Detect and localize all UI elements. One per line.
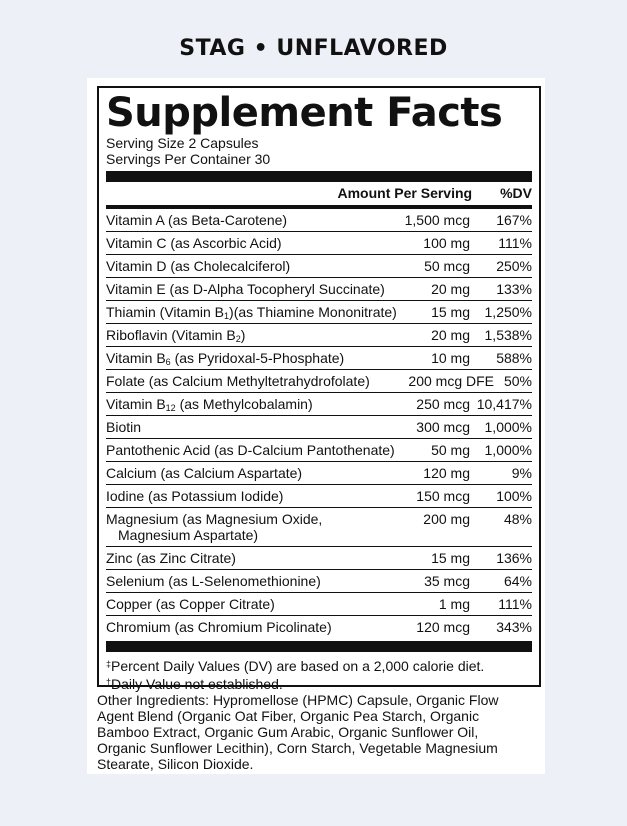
nutrient-name: Pantothenic Acid (as D-Calcium Pantothenate) <box>106 442 395 458</box>
nutrient-amount: 1 mg <box>438 596 470 612</box>
nutrient-dv: 48% <box>503 511 532 527</box>
nutrient-amount: 150 mcg <box>416 488 470 504</box>
nutrient-name: Vitamin $B_{12}$ (as Methylcobalamin) <box>106 396 313 413</box>
nutrient-row <box>106 347 532 370</box>
nutrient-amount: 120 mg <box>423 465 470 481</box>
nutrient-name: Iodine (as Potassium Iodide) <box>106 488 284 504</box>
nutrient-amount: 20 mg <box>431 327 470 343</box>
footnote-dv: ‡Percent Daily Values (DV) are based on a 2,000 calorie diet. <box>106 658 485 674</box>
nutrient-row <box>106 209 532 232</box>
dv-column-label: %DV <box>500 185 532 201</box>
nutrient-row <box>106 370 532 393</box>
product-header: STAG • UNFLAVORED <box>179 36 448 61</box>
nutrient-amount: 50 mcg <box>424 258 470 274</box>
nutrient-row <box>106 416 532 439</box>
nutrient-dv: 50% <box>503 373 532 389</box>
nutrient-row <box>106 324 532 347</box>
nutrient-amount: 120 mcg <box>416 619 470 635</box>
nutrient-name: Vitamin A (as Beta-Carotene) <box>106 212 288 228</box>
nutrient-amount: 35 mcg <box>424 573 470 589</box>
serving-size: Serving Size 2 Capsules <box>106 135 259 151</box>
servings-per-container: Servings Per Container 30 <box>106 151 271 167</box>
nutrient-dv: 111% <box>498 235 532 251</box>
nutrient-dv: 1,538% <box>484 327 532 343</box>
nutrient-amount: 1,500 mcg <box>404 212 470 228</box>
nutrient-dv: 136% <box>496 550 532 566</box>
nutrient-name: Folate (as Calcium Methyltetrahydrofolate) <box>106 373 370 389</box>
nutrient-row <box>106 255 532 278</box>
nutrient-dv: 64% <box>503 573 532 589</box>
nutrient-amount: 20 mg <box>431 281 470 297</box>
nutrient-amount: 300 mcg <box>416 419 470 435</box>
nutrient-row <box>106 232 532 255</box>
nutrient-dv: 100% <box>496 488 532 504</box>
nutrient-row <box>106 278 532 301</box>
nutrient-name: Zinc (as Zinc Citrate) <box>106 550 236 566</box>
nutrient-name: Selenium (as L-Selenomethionine) <box>106 573 321 589</box>
nutrient-dv: 10,417% <box>476 396 532 412</box>
nutrient-name: Biotin <box>106 419 142 435</box>
nutrient-name: Vitamin $B_6$ (as Pyridoxal-5-Phosphate) <box>106 350 345 367</box>
nutrient-amount: 200 mcg DFE <box>408 373 494 389</box>
nutrient-dv: 588% <box>496 350 532 366</box>
nutrient-row <box>106 508 532 547</box>
thick-divider-bottom <box>106 641 532 652</box>
nutrient-dv: 1,000% <box>484 419 532 435</box>
nutrient-amount: 200 mg <box>423 511 470 527</box>
column-header <box>106 182 532 209</box>
nutrient-name: Copper (as Copper Citrate) <box>106 596 275 612</box>
nutrient-row <box>106 301 532 324</box>
nutrient-amount: 10 mg <box>431 350 470 366</box>
amount-column-label: Amount Per Serving <box>337 185 473 201</box>
nutrient-dv: 1,000% <box>484 442 532 458</box>
nutrient-name: Magnesium (as Magnesium Oxide, Magnesium Aspartate) <box>106 511 323 543</box>
nutrient-name: Chromium (as Chromium Picolinate) <box>106 619 332 635</box>
nutrient-dv: 167% <box>496 212 532 228</box>
nutrient-name: Vitamin E (as D-Alpha Tocopheryl Succinate) <box>106 281 385 297</box>
nutrient-row <box>106 547 532 570</box>
nutrient-dv: 1,250% <box>484 304 532 320</box>
nutrient-name: Calcium (as Calcium Aspartate) <box>106 465 303 481</box>
nutrient-dv: 9% <box>511 465 532 481</box>
footnote-not-established: †Daily Value not established. <box>106 676 283 692</box>
nutrient-name: Vitamin C (as Ascorbic Acid) <box>106 235 282 251</box>
nutrient-row <box>106 593 532 616</box>
nutrient-dv: 343% <box>496 619 532 635</box>
nutrient-amount: 50 mg <box>431 442 470 458</box>
nutrient-name: Riboflavin (Vitamin $B_2$) <box>106 327 246 344</box>
thick-divider <box>106 171 532 182</box>
nutrient-amount: 15 mg <box>431 304 470 320</box>
nutrient-dv: 133% <box>496 281 532 297</box>
label-card <box>87 78 545 774</box>
supplement-facts-panel <box>97 86 541 692</box>
nutrient-dv: 250% <box>496 258 532 274</box>
other-ingredients: Other Ingredients: Hypromellose (HPMC) Capsule, Organic Flow Agent Blend (Organic Oat Fiber, Organic Pea Starch, Organic Bamboo Extract, Organic Gum Arabic, Organic Sunflower Oil, Organic Sunflower Lecithin), Corn Starch, Vegetable Magnesium Stearate, Silicon Dioxide. <box>97 692 499 772</box>
nutrient-row <box>106 439 532 462</box>
nutrient-row <box>106 570 532 593</box>
panel-title: Supplement Facts <box>106 90 503 136</box>
nutrient-dv: 111% <box>498 596 532 612</box>
nutrient-row <box>106 485 532 508</box>
nutrient-row <box>106 616 532 638</box>
nutrient-amount: 250 mcg <box>416 396 470 412</box>
nutrient-name: Vitamin D (as Cholecalciferol) <box>106 258 291 274</box>
nutrient-row <box>106 462 532 485</box>
nutrient-name: Thiamin (Vitamin $B_1)(as$ Thiamine Mononitrate) <box>106 304 397 321</box>
nutrient-amount: 100 mg <box>423 235 470 251</box>
nutrient-row <box>106 393 532 416</box>
nutrient-amount: 15 mg <box>431 550 470 566</box>
